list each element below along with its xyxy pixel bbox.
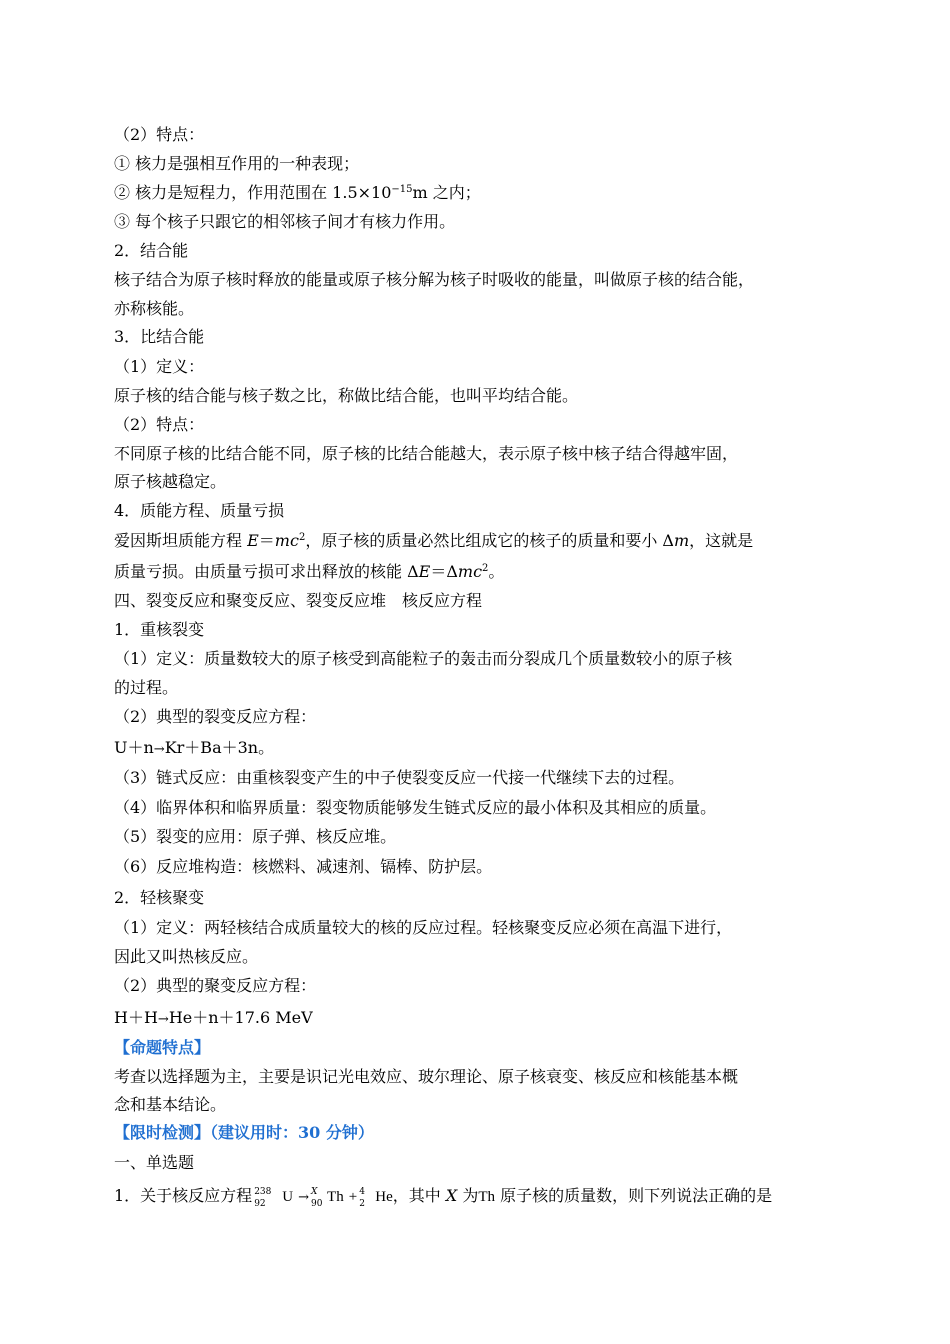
text-line: 核子结合为原子核时释放的能量或原子核分解为核子时吸收的能量，叫做原子核的结合能， (114, 270, 755, 289)
text-line: （2）特点： (114, 415, 205, 434)
text-line: 考查以选择题为主，主要是识记光电效应、玻尔理论、原子核衰变、核反应和核能基本概 (114, 1067, 739, 1086)
fission-equation: U＋n→Kr＋Ba＋3n。 (114, 738, 275, 757)
text-line: 爱因斯坦质能方程 $E=mc^2$，原子核的质量必然比组成它的核子的质量和要小 Δm，这就是 (114, 531, 754, 550)
text-line: （2）典型的聚变反应方程： (114, 976, 317, 995)
text-line: 念和基本结论。 (114, 1095, 227, 1114)
section-heading: 一、单选题 (114, 1153, 195, 1172)
section-heading: 2．轻核聚变 (114, 888, 205, 907)
fusion-equation: H＋H→He＋n＋17.6 MeV (114, 1008, 313, 1027)
text-line: ① 核力是强相互作用的一种表现； (114, 154, 360, 173)
text-line: （1）定义： (114, 357, 205, 376)
text-line: 亦称核能。 (114, 299, 195, 318)
section-heading: 1．重核裂变 (114, 620, 205, 639)
text-line: 质量亏损。由质量亏损可求出释放的核能 ΔE＝Δmc$^2$。 (114, 562, 505, 581)
text-line: （4）临界体积和临界质量：裂变物质能够发生链式反应的最小体积及其相应的质量。 (114, 798, 717, 817)
text-line: （1）定义：两轻核结合成质量较大的核的反应过程。轻核聚变反应必须在高温下进行， (114, 918, 733, 937)
section-heading: 四、裂变反应和聚变反应、裂变反应堆 核反应方程 (114, 591, 483, 610)
section-heading: 4．质能方程、质量亏损 (114, 501, 285, 520)
text-line: （5）裂变的应用：原子弹、核反应堆。 (114, 827, 397, 846)
text-line: （2）特点： (114, 125, 205, 144)
text-line: 的过程。 (114, 678, 179, 697)
text-line: （2）典型的裂变反应方程： (114, 707, 317, 726)
uranium-nuclide: 238 92 (254, 1187, 272, 1209)
text-line: （6）反应堆构造：核燃料、减速剂、镉棒、防护层。 (114, 857, 493, 876)
section-heading: 2．结合能 (114, 241, 189, 260)
text-line: （3）链式反应：由重核裂变产生的中子使裂变反应一代接一代继续下去的过程。 (114, 768, 685, 787)
helium-nuclide: 4 2 (359, 1187, 365, 1209)
heading-timed-test: 【限时检测】（建议用时：30 分钟） (114, 1123, 374, 1142)
heading-characteristics: 【命题特点】 (114, 1038, 211, 1057)
text-line: 原子核的结合能与核子数之比，称做比结合能，也叫平均结合能。 (114, 386, 579, 405)
text-line: 不同原子核的比结合能不同，原子核的比结合能越大，表示原子核中核子结合得越牢固， (114, 444, 739, 463)
text-line: ② 核力是短程力，作用范围在 $1.5\times 10^{-15}m$ 之内； (114, 183, 481, 202)
text-line: （1）定义：质量数较大的原子核受到高能粒子的轰击而分裂成几个质量数较小的原子核 (114, 649, 733, 668)
section-heading: 3．比结合能 (114, 327, 205, 346)
text-line: 因此又叫热核反应。 (114, 947, 259, 966)
question-1: 1．关于核反应方程 238 92 U → X 90 Th + 4 2 He，其中 X 为Th 原子核的质量数，则下列说法正确的是 (114, 1186, 773, 1209)
text-line: 原子核越稳定。 (114, 472, 227, 491)
thorium-nuclide: X 90 (311, 1187, 323, 1209)
text-line: ③ 每个核子只跟它的相邻核子间才有核力作用。 (114, 212, 456, 231)
